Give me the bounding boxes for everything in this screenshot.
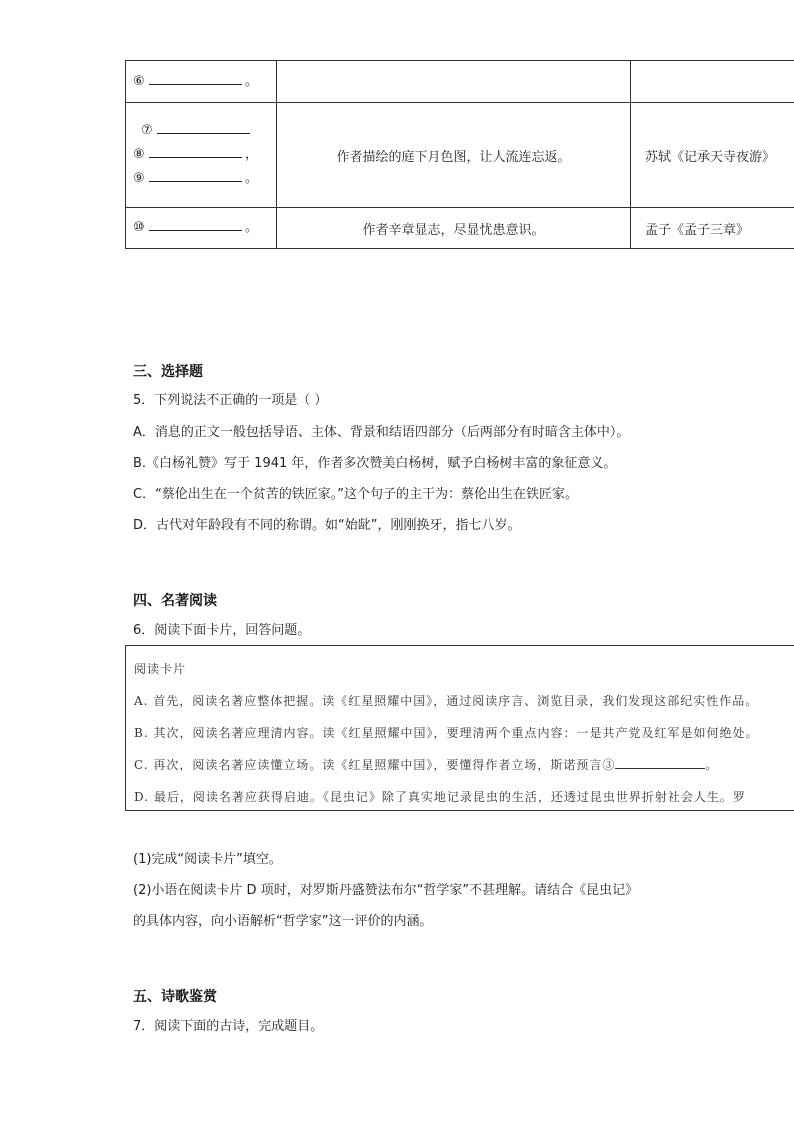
option-c[interactable]: C．“蔡伦出生在一个贫苦的铁匠家。”这个句子的主干为：蔡伦出生在铁匠家。 bbox=[133, 487, 579, 502]
option-d[interactable]: D．古代对年龄段有不同的称谓。如“始龀”，刚刚换牙，指七八岁。 bbox=[133, 518, 521, 533]
description-cell bbox=[277, 61, 631, 103]
question-5: 5．下列说法不正确的一项是（ ） bbox=[133, 393, 328, 408]
blank-number: ⑦ bbox=[141, 123, 153, 138]
card-line-a: A. 首先，阅读名著应整体把握。读《红星照耀中国》，通过阅读序言、浏览目录，我们发现这部纪实性作品。 bbox=[134, 694, 759, 708]
answer-blank[interactable] bbox=[157, 119, 250, 134]
card-line-c-text: C. 再次，阅读名著应读懂立场。读《红星照耀中国》，要懂得作者立场，斯诺预言③ bbox=[134, 758, 616, 772]
punctuation: 。 bbox=[245, 73, 259, 89]
answer-blank[interactable] bbox=[149, 70, 242, 85]
blank-cell bbox=[126, 208, 277, 249]
answer-blank[interactable] bbox=[149, 216, 242, 231]
card-answer-blank[interactable] bbox=[615, 756, 705, 769]
question-6: 6．阅读下面卡片，回答问题。 bbox=[133, 623, 311, 638]
section-heading-choice: 三、选择题 bbox=[133, 364, 203, 380]
question-7: 7．阅读下面的古诗，完成题目。 bbox=[133, 1019, 324, 1034]
option-b[interactable]: B.《白杨礼赞》写于 1941 年，作者多次赞美白杨树，赋予白杨树丰富的象征意义。 bbox=[133, 456, 617, 471]
punctuation: 。 bbox=[245, 171, 259, 186]
blank-number: ⑩ bbox=[133, 220, 145, 235]
answer-blank[interactable] bbox=[149, 167, 242, 182]
description-cell: 作者描绘的庭下月色图，让人流连忘返。 bbox=[277, 103, 631, 208]
card-line-d: D. 最后，阅读名著应获得启迪。《昆虫记》除了真实地记录昆虫的生活，还透过昆虫世界折射社会人生。罗 bbox=[134, 790, 746, 804]
source-cell bbox=[631, 61, 794, 103]
blank-number: ⑨ bbox=[133, 171, 145, 186]
table-row bbox=[126, 61, 794, 103]
section-heading-poetry: 五、诗歌鉴赏 bbox=[133, 989, 217, 1005]
sub-question-2-line1: (2)小语在阅读卡片 D 项时，对罗斯丹盛赞法布尔“哲学家”不甚理解。请结合《昆虫记》 bbox=[133, 883, 639, 898]
option-a[interactable]: A．消息的正文一般包括导语、主体、背景和结语四部分（后两部分有时暗含主体中）。 bbox=[133, 425, 630, 440]
blank-number: ⑥ bbox=[133, 73, 145, 89]
sub-question-1: (1)完成“阅读卡片”填空。 bbox=[133, 852, 282, 867]
source-cell: 孟子《孟子三章》 bbox=[631, 208, 794, 249]
answer-blank[interactable] bbox=[149, 143, 242, 158]
description-cell: 作者辛章显志，尽显忧患意识。 bbox=[277, 208, 631, 249]
blank-cell bbox=[126, 61, 277, 103]
card-line-c bbox=[134, 756, 718, 773]
table-row bbox=[126, 103, 794, 208]
blank-cell bbox=[126, 103, 277, 208]
punctuation: 。 bbox=[705, 758, 719, 772]
blank-number: ⑧ bbox=[133, 147, 145, 162]
section-heading-classics: 四、名著阅读 bbox=[133, 593, 217, 609]
reading-card bbox=[125, 645, 794, 811]
card-title: 阅读卡片 bbox=[134, 662, 187, 676]
punctuation: ， bbox=[245, 147, 259, 162]
sub-question-2-line2: 的具体内容，向小语解析“哲学家”这一评价的内涵。 bbox=[133, 914, 433, 929]
fill-in-table bbox=[125, 60, 794, 249]
source-cell: 苏轼《记承天寺夜游》 bbox=[631, 103, 794, 208]
card-line-b: B. 其次，阅读名著应理清内容。读《红星照耀中国》，要理清两个重点内容：一是共产党及红军是如何绝处。 bbox=[134, 726, 759, 740]
table-row bbox=[126, 208, 794, 249]
punctuation: 。 bbox=[245, 220, 259, 235]
